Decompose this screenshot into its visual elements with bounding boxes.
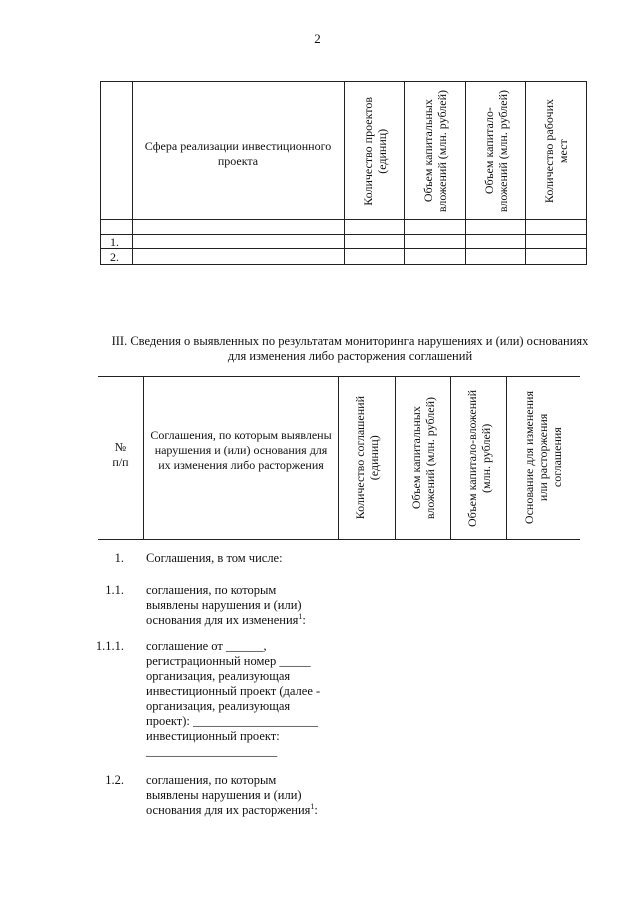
header-agreements-count: Количество соглашений (единиц) — [353, 396, 381, 520]
header-capital-volume: Объем капитальных вложений (млн. рублей) — [409, 396, 437, 520]
footnote-marker: 1 — [310, 801, 315, 811]
header-capital-investments: Объем капитало- вложений (млн. рублей) — [481, 89, 510, 213]
table-border — [98, 539, 580, 540]
header-sphere: Сфера реализации инвестиционного проекта — [144, 139, 332, 168]
item-text: соглашения, по которым выявлены нарушения и (или) основания для их изменения$^1$: — [146, 583, 306, 627]
table-border — [143, 376, 144, 539]
header-capital-investments: Объем капитало-вложений (млн. рублей) — [464, 389, 493, 527]
table-row-number: 2. — [110, 250, 119, 264]
table-row-number: 1. — [110, 235, 119, 249]
header-capital-volume: Объем капитальных вложений (млн. рублей) — [421, 89, 449, 213]
page-number: 2 — [314, 31, 321, 46]
table-border — [98, 376, 580, 377]
section-title — [90, 334, 610, 364]
item-text: соглашение от ______, регистрационный номер _____ организация, реализующая инвестиционный проект (далее - организация, реализующая проект): ____________________ инвестиционный проект: _____________________ — [146, 639, 321, 758]
section-title-line: III. Сведения о выявленных по результатам мониторинга нарушениях и (или) основаниях — [111, 334, 589, 348]
item-text: соглашения, по которым выявлены нарушения и (или) основания для их расторжения$^1$: — [146, 773, 318, 817]
section-title-line: для изменения либо расторжения соглашений — [227, 349, 473, 363]
table-border — [132, 81, 133, 265]
item-number: 1. — [114, 551, 124, 565]
header-projects-count: Количество проектов (единиц) — [360, 96, 389, 206]
item-text: Соглашения, в том числе: — [146, 551, 283, 565]
header-basis: Основание для изменения или расторжения соглашения — [522, 391, 564, 525]
footnote-marker: 1 — [298, 611, 303, 621]
header-jobs: Количество рабочих мест — [542, 98, 570, 204]
item-number: 1.1.1. — [95, 639, 124, 653]
table-border — [100, 81, 101, 265]
item-number: 1.2. — [105, 773, 124, 787]
header-agreements: Соглашения, по которым выявлены нарушения и (или) основания для их изменения либо расторжения — [150, 428, 332, 472]
header-number: № п/п — [112, 440, 129, 469]
table-border — [586, 81, 587, 265]
item-number: 1.1. — [105, 583, 124, 597]
